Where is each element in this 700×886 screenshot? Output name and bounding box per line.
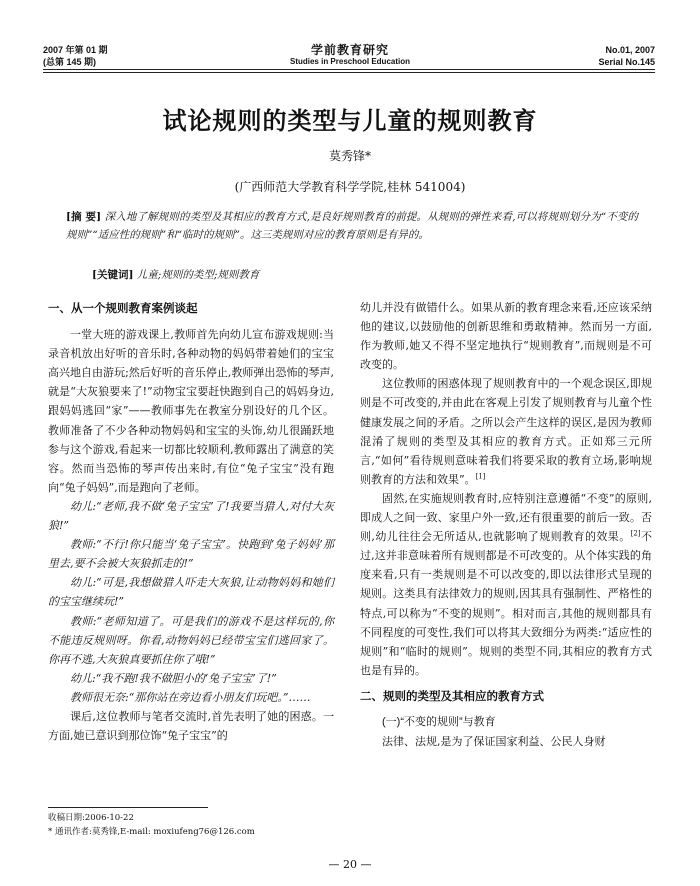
author-affiliation: (广西师范大学教育科学学院,桂林 541004)	[234, 180, 466, 194]
author-contact: * 通讯作者:莫秀锋,E-mail: moxiufeng76@126.com	[48, 827, 255, 837]
keywords	[92, 266, 632, 284]
dialogue-line: 教师:“老师知道了。可是我们的游戏不是这样玩的,你不能违反规则呀。你看,动物妈妈已经带宝宝们逃回家了。你再不逃,大灰狼真要抓住你了哦!”	[48, 614, 334, 666]
dialogue-line: 教师很无奈:“那你站在旁边看小朋友们玩吧。”……	[70, 690, 311, 704]
paragraph	[360, 374, 652, 489]
header-rule-thin	[43, 72, 655, 73]
paragraph-text: 这位教师的困惑体现了规则教育中的一个观念误区,即规则是不可改变的,并由此在客观上引发了规则教育与儿童个性健康发展之间的矛盾。之所以会产生这样的误区,是因为教师混淆了规则的类型及其相应的教育方式。正如郑三元所言,“如何”看待规则意味着我们将要采取的教育立场,影响规则教育的方法和效果”。	[360, 377, 652, 486]
section-heading-1: 一、从一个规则教育案例谈起	[48, 303, 198, 315]
paragraph-text: 固然,在实施规则教育时,应特别注意遵循“不变”的原则,即成人之间一致、家里户外一致,还有很重要的前后一致。否则,幼儿往往会无所适从,也就影响了规则教育的效果。	[360, 491, 652, 544]
right-column	[360, 298, 652, 751]
dialogue-line: 幼儿:“我不跑!我不做胆小的‘兔子宝宝’了!”	[70, 671, 277, 685]
left-column	[48, 298, 334, 745]
dialogue-line: 幼儿:“可是,我想做猎人吓走大灰狼,让动物妈妈和她们的宝宝继续玩!”	[48, 576, 334, 609]
dialogue-line: 教师:“不行!你只能当‘兔子宝宝’。快跑到‘兔子妈妈’那里去,要不会被大灰狼抓走的!”	[48, 538, 334, 571]
citation-ref: [1]	[475, 472, 486, 481]
abstract-text: 深入地了解规则的类型及其相应的教育方式,是良好规则教育的前提。从规则的弹性来看,可以将规则划分为“不变的规则”“适应性的规则”和“临时的规则”。这三类规则对应的教育原则是有异的。	[66, 211, 639, 241]
paragraph: 课后,这位教师与笔者交流时,首先表明了她的困惑。一方面,她已意识到那位饰“兔子宝宝”的	[48, 709, 334, 743]
received-date: 收稿日期:2006-10-22	[48, 813, 134, 823]
citation-ref: [2]	[630, 529, 641, 538]
header-number-line: No.01, 2007	[605, 45, 655, 55]
keywords-label: [关键词]	[92, 269, 134, 281]
keywords-text: 儿童;规则的类型;规则教育	[136, 269, 260, 281]
abstract-label: [摘 要]	[66, 211, 102, 223]
header-serial-line: (总第 145 期)	[43, 57, 97, 67]
paragraph: 法律、法规,是为了保证国家利益、公民人身财	[382, 735, 606, 749]
paragraph-text: 不过,这并非意味着所有规则都是不可改变的。从个体实践的角度来看,只有一类规则是不可以改变的,即以法律形式呈现的规则。这类具有法律效力的规则,因其具有强制性、严格性的特点,可以称为“不变的规则”。相对而言,其他的规则都具有不同程度的可变性,我们可以将其大致细分为两类:“适应性的规则”和“临时的规则”。规则的类型不同,其相应的教育方式也是有异的。	[360, 530, 653, 677]
paragraph: 一堂大班的游戏课上,教师首先向幼儿宣布游戏规则:当录音机放出好听的音乐时,各种动物的妈妈带着她们的宝宝高兴地自由游玩;然后好听的音乐停止,教师弹出恐怖的琴声,就是“大灰狼要来了!”动物宝宝要赶快跑到自己的妈妈身边,跟妈妈逃回“家”——教师事先在教室分别设好的几个区。教师准备了不少各种动物妈妈和宝宝的头饰,幼儿很踊跃地参与这个游戏,看起来一切都比较顺利,教师露出了满意的笑容。然而当恐怖的琴声传出来时,有位“兔子宝宝”没有跑向“兔子妈妈”,而是跑向了老师。	[48, 328, 334, 494]
header-serial-en: Serial No.145	[598, 57, 655, 67]
subsection-heading: (一)“不变的规则”与教育	[382, 715, 496, 728]
footnote-rule	[48, 807, 208, 808]
journal-title-cn: 学前教育研究	[310, 43, 389, 57]
header-issue-line: 2007 年第 01 期	[43, 45, 108, 55]
author-name: 莫秀锋*	[328, 149, 371, 163]
header-number	[598, 44, 655, 68]
page-number: — 20 —	[328, 858, 372, 871]
header-rule-thick	[43, 69, 655, 70]
abstract	[66, 208, 638, 244]
footnote	[48, 811, 255, 839]
paragraph: 幼儿并没有做错什么。如果从新的教育理念来看,还应该采纳他的建议,以鼓励他的创新思维和勇敢精神。然而另一方面,作为教师,她又不得不坚定地执行“规则教育”,而规则是不可改变的。	[360, 301, 652, 372]
dialogue-line: 幼儿:“老师,我不做‘兔子宝宝’了!我要当猎人,对付大灰狼!”	[48, 499, 334, 533]
header-journal	[0, 44, 700, 67]
paper-title: 试论规则的类型与儿童的规则教育	[162, 106, 538, 135]
paragraph	[360, 489, 652, 680]
journal-title-en: Studies in Preschool Education	[289, 57, 411, 66]
section-heading-2: 二、规则的类型及其相应的教育方式	[360, 690, 544, 703]
